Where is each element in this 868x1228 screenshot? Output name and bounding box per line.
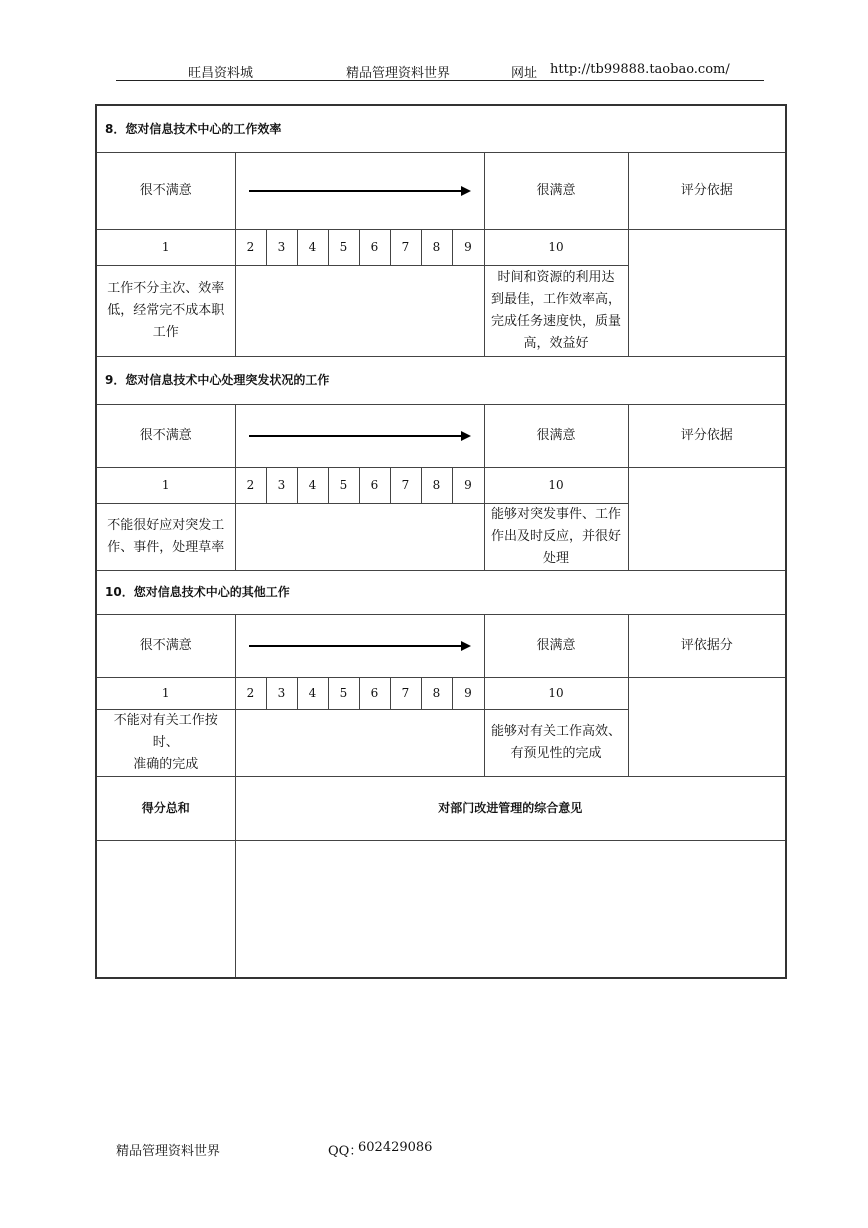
high-score-description	[484, 503, 628, 570]
score-option-4[interactable]: 4	[297, 229, 328, 265]
arrow-head	[461, 186, 471, 196]
very-dissatisfied-label: 很不满意	[96, 152, 235, 229]
scoring-basis-field[interactable]	[628, 467, 786, 570]
score-option-9[interactable]: 9	[452, 677, 484, 709]
high-score-description	[484, 709, 628, 776]
description-line: 处理	[542, 550, 569, 566]
description-line: 能够对有关工作高效、	[490, 723, 621, 739]
question-title-row	[96, 570, 786, 614]
score-option-10[interactable]: 10	[484, 229, 628, 265]
arrow-right-icon	[249, 186, 471, 196]
arrow-shaft	[249, 645, 463, 647]
description-line: 低，经常完不成本职	[107, 302, 225, 318]
scoring-basis-label: 评分依据	[628, 152, 786, 229]
scoring-basis-field[interactable]	[628, 677, 786, 776]
rating-scale-arrow	[235, 614, 484, 677]
description-line: 不能对有关工作按时、	[113, 712, 218, 750]
score-option-6[interactable]: 6	[359, 467, 390, 503]
score-option-5[interactable]: 5	[328, 467, 359, 503]
score-option-2[interactable]: 2	[235, 677, 266, 709]
header-company: 旺昌资料城	[188, 66, 254, 81]
description-line: 作、事件，处理草率	[107, 539, 225, 555]
middle-description-blank	[235, 265, 484, 356]
score-option-6[interactable]: 6	[359, 229, 390, 265]
score-option-10[interactable]: 10	[484, 677, 628, 709]
score-option-2[interactable]: 2	[235, 229, 266, 265]
description-line: 能够对突发事件、工作	[490, 506, 621, 522]
middle-description-blank	[235, 709, 484, 776]
satisfaction-survey-table	[95, 104, 787, 979]
score-option-1[interactable]: 1	[96, 229, 235, 265]
summary-input-row	[96, 840, 786, 978]
question-title-row	[96, 105, 786, 152]
header-divider	[116, 80, 764, 81]
scoring-basis-label: 评依据分	[628, 614, 786, 677]
rating-scale-row	[96, 467, 786, 503]
score-option-4[interactable]: 4	[297, 677, 328, 709]
high-score-description	[484, 265, 628, 356]
rating-scale-arrow	[235, 152, 484, 229]
arrow-shaft	[249, 435, 463, 437]
description-line: 不能很好应对突发工	[107, 517, 225, 533]
question-title-row	[96, 356, 786, 404]
description-line: 工作	[152, 324, 179, 340]
header-slogan: 精品管理资料世界	[346, 66, 451, 81]
question-title: 8．您对信息技术中心的工作效率	[96, 105, 786, 152]
summary-header-row	[96, 776, 786, 840]
rating-label-row	[96, 152, 786, 229]
low-score-description	[96, 503, 235, 570]
low-score-description	[96, 709, 235, 776]
score-option-3[interactable]: 3	[266, 467, 297, 503]
footer-slogan: 精品管理资料世界	[116, 1144, 221, 1159]
score-option-9[interactable]: 9	[452, 467, 484, 503]
very-dissatisfied-label: 很不满意	[96, 614, 235, 677]
score-option-6[interactable]: 6	[359, 677, 390, 709]
total-score-field[interactable]	[96, 840, 235, 978]
score-option-7[interactable]: 7	[390, 677, 421, 709]
score-option-7[interactable]: 7	[390, 467, 421, 503]
description-line: 准确的完成	[133, 756, 199, 772]
header-url: http://tb99888.taobao.com/	[550, 62, 730, 77]
very-satisfied-label: 很满意	[484, 614, 628, 677]
arrow-head	[461, 431, 471, 441]
question-title: 9．您对信息技术中心处理突发状况的工作	[96, 356, 786, 404]
rating-scale-row	[96, 229, 786, 265]
score-option-5[interactable]: 5	[328, 229, 359, 265]
score-option-1[interactable]: 1	[96, 677, 235, 709]
score-option-8[interactable]: 8	[421, 467, 452, 503]
score-option-5[interactable]: 5	[328, 677, 359, 709]
score-option-9[interactable]: 9	[452, 229, 484, 265]
description-line: 作出及时反应，并很好	[490, 528, 621, 544]
score-option-7[interactable]: 7	[390, 229, 421, 265]
rating-scale-row	[96, 677, 786, 709]
rating-label-row	[96, 404, 786, 467]
question-title: 10．您对信息技术中心的其他工作	[96, 570, 786, 614]
score-option-10[interactable]: 10	[484, 467, 628, 503]
description-line: 工作不分主次、效率	[107, 280, 225, 296]
description-line: 高，效益好	[523, 335, 589, 351]
very-satisfied-label: 很满意	[484, 404, 628, 467]
header-url-label: 网址	[511, 66, 538, 81]
arrow-head	[461, 641, 471, 651]
scoring-basis-field[interactable]	[628, 229, 786, 356]
middle-description-blank	[235, 503, 484, 570]
improvement-opinion-field[interactable]	[235, 840, 786, 978]
rating-scale-arrow	[235, 404, 484, 467]
very-satisfied-label: 很满意	[484, 152, 628, 229]
description-line: 时间和资源的利用达	[497, 269, 615, 285]
scoring-basis-label: 评分依据	[628, 404, 786, 467]
very-dissatisfied-label: 很不满意	[96, 404, 235, 467]
arrow-right-icon	[249, 431, 471, 441]
score-option-3[interactable]: 3	[266, 229, 297, 265]
score-option-2[interactable]: 2	[235, 467, 266, 503]
arrow-right-icon	[249, 641, 471, 651]
score-option-3[interactable]: 3	[266, 677, 297, 709]
footer-qq: 602429086	[358, 1140, 433, 1155]
description-line: 完成任务速度快，质量	[490, 313, 621, 329]
description-line: 有预见性的完成	[510, 745, 602, 761]
low-score-description	[96, 265, 235, 356]
total-score-label: 得分总和	[96, 776, 235, 840]
improvement-opinion-label: 对部门改进管理的综合意见	[235, 776, 786, 840]
score-option-8[interactable]: 8	[421, 229, 452, 265]
score-option-8[interactable]: 8	[421, 677, 452, 709]
score-option-1[interactable]: 1	[96, 467, 235, 503]
score-option-4[interactable]: 4	[297, 467, 328, 503]
arrow-shaft	[249, 190, 463, 192]
footer-qq-label: QQ：	[328, 1144, 363, 1159]
description-line: 到最佳，工作效率高，	[490, 291, 621, 307]
rating-label-row	[96, 614, 786, 677]
